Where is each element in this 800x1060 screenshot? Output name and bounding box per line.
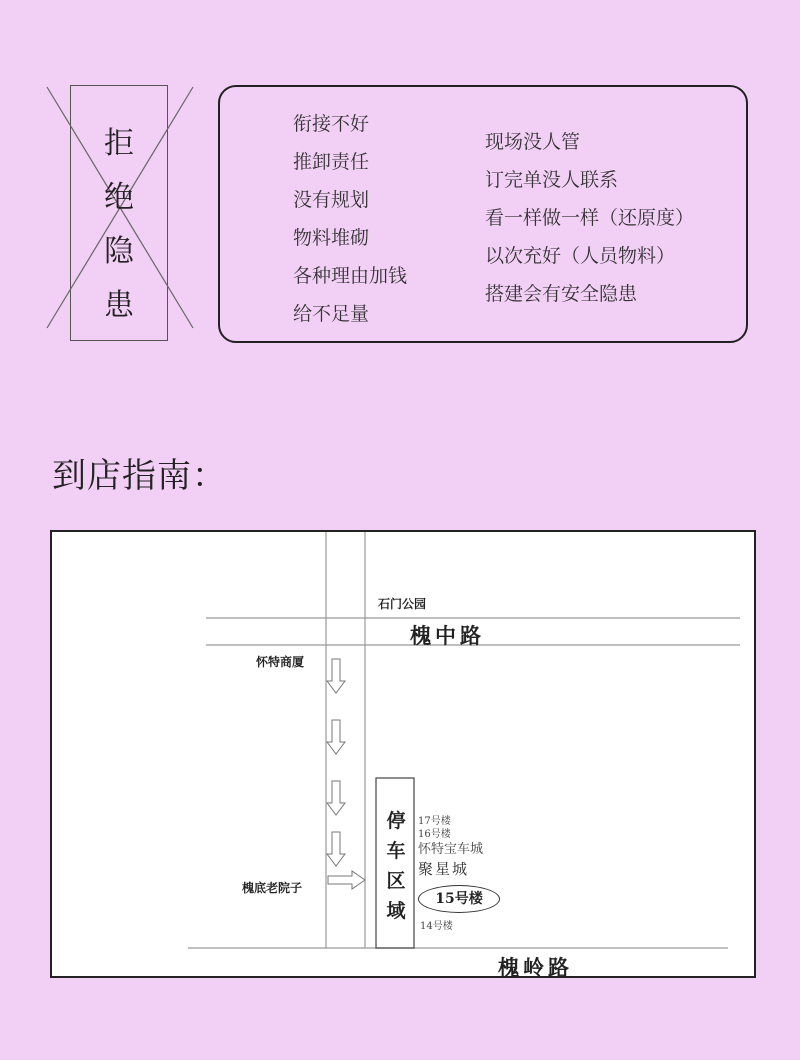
- hazard-item: 订完单没人联系: [485, 169, 619, 191]
- road-bottom-label: 槐岭路: [498, 955, 573, 980]
- star-city-label: 聚星城: [418, 860, 470, 878]
- refuse-char: 隐: [104, 234, 134, 269]
- building-17-label: 17号楼: [418, 816, 451, 827]
- building-15-marker: 15号楼: [418, 885, 500, 913]
- directions-map: [50, 530, 756, 978]
- parking-char: 区: [386, 870, 406, 892]
- refuse-char: 绝: [104, 180, 134, 215]
- park-label: 石门公园: [378, 597, 427, 611]
- hazard-item: 没有规划: [293, 189, 370, 211]
- building-14-label: 14号楼: [420, 921, 453, 932]
- building-16-label: 16号楼: [418, 829, 451, 840]
- hazard-item: 以次充好（人员物料）: [485, 245, 676, 267]
- hazard-item: 衔接不好: [293, 113, 370, 135]
- hazard-item: 给不足量: [293, 303, 370, 325]
- hazard-item: 看一样做一样（还原度）: [485, 207, 695, 229]
- landmark-bottom-label: 槐底老院子: [242, 881, 303, 895]
- auto-mall-label: 怀特宝车城: [418, 842, 484, 857]
- parking-char: 车: [386, 840, 406, 862]
- hazard-item: 搭建会有安全隐患: [485, 283, 638, 305]
- landmark-top-label: 怀特商厦: [256, 655, 305, 669]
- hazard-item: 物料堆砌: [293, 227, 370, 249]
- parking-char: 停: [386, 810, 406, 832]
- parking-char: 域: [386, 900, 406, 922]
- guide-title: 到店指南：: [52, 456, 227, 496]
- hazard-item: 现场没人管: [485, 131, 581, 153]
- hazard-item: 各种理由加钱: [293, 265, 408, 287]
- hazard-item: 推卸责任: [293, 151, 370, 173]
- refuse-char: 患: [104, 288, 134, 323]
- refuse-char: 拒: [104, 126, 134, 161]
- road-top-label: 槐中路: [410, 623, 485, 648]
